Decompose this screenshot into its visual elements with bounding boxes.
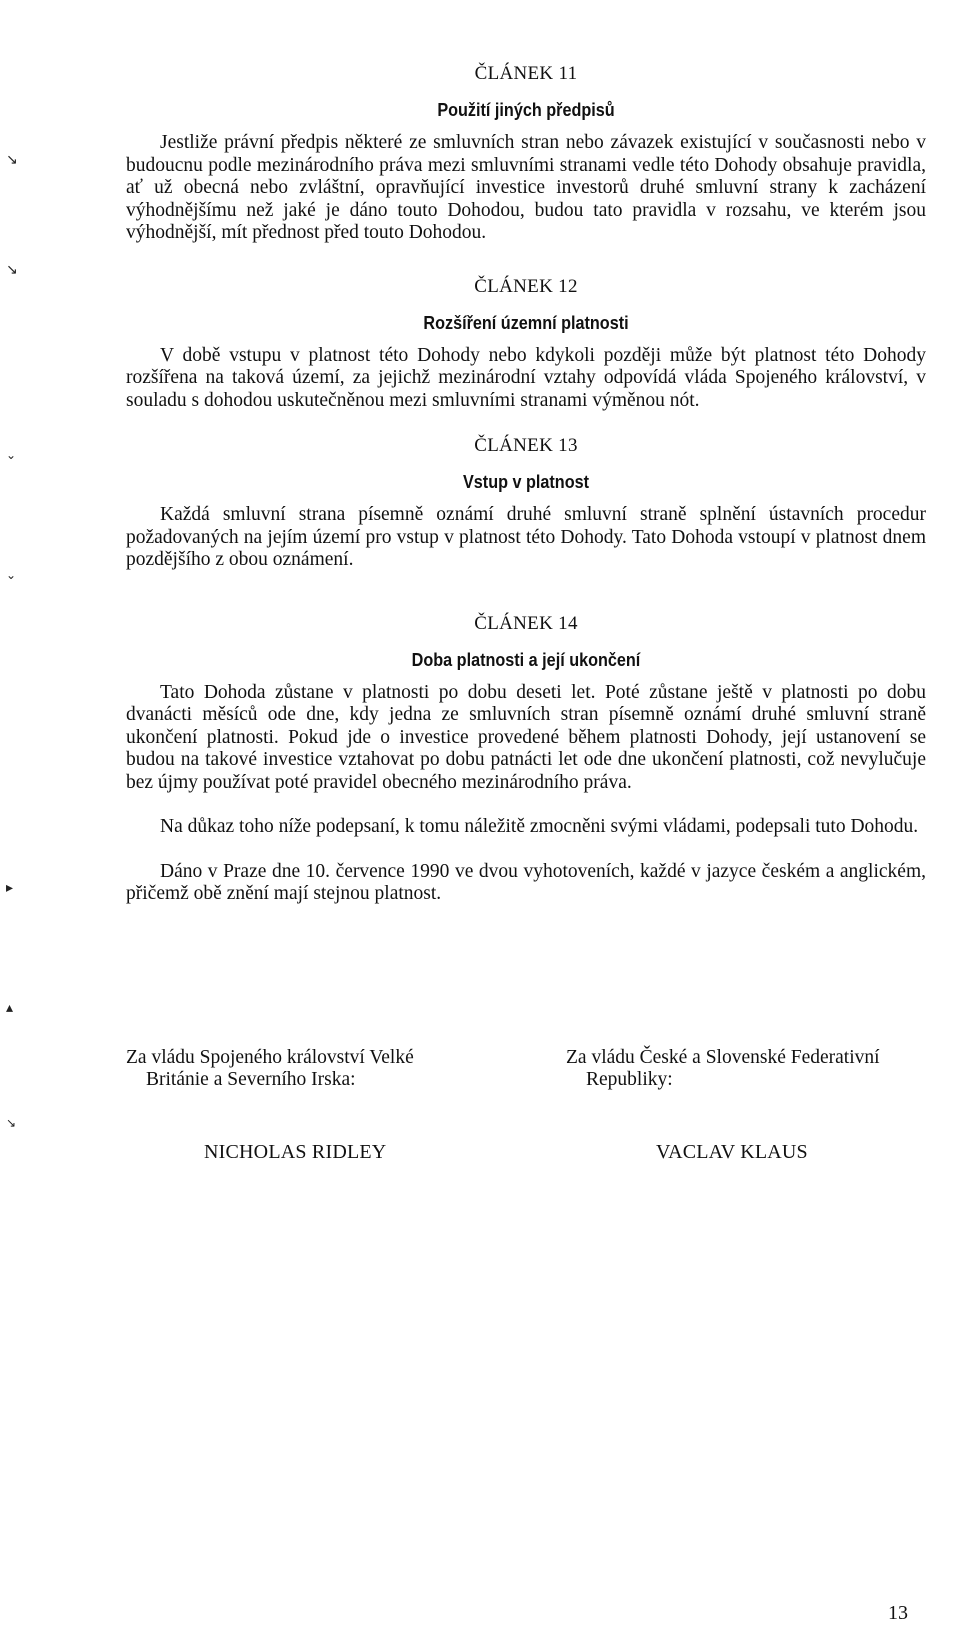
signatory-left-name: NICHOLAS RIDLEY (204, 1141, 387, 1163)
signatory-right-name: VACLAV KLAUS (656, 1141, 808, 1163)
article-label: ČLÁNEK 14 (474, 612, 578, 634)
article-title: Rozšíření územní platnosti (423, 312, 629, 333)
scan-speck-icon: ⌄ (6, 568, 17, 582)
article-label: ČLÁNEK 12 (474, 275, 578, 297)
article-title: Doba platnosti a její ukončení (411, 649, 641, 670)
article-paragraph: Každá smluvní strana písemně oznámí druhé smluvní straně splnění ústavních procedur požadovaných na jejím území pro vstup v platnost této Dohody. Tato Dohoda vstoupí v platnost dnem pozdějšího z obou oznámení. (126, 504, 926, 570)
article-title: Použití jiných předpisů (437, 100, 615, 120)
article-13 (126, 434, 926, 572)
scan-speck-icon: ▴ (6, 1000, 14, 1016)
signatory-left (126, 1047, 486, 1091)
article-label: ČLÁNEK 13 (474, 435, 578, 456)
scan-speck-icon: ⌄ (6, 448, 17, 462)
document-body (126, 62, 926, 906)
scan-speck-icon: ↘ (6, 262, 18, 278)
signatory-left-line2: Británie a Severního Irska: (146, 1069, 356, 1090)
article-11 (126, 62, 926, 245)
article-paragraph: Tato Dohoda zůstane v platnosti po dobu deseti let. Poté zůstane ještě v platnosti po dobu dvanácti měsíců ode dne, kdy jedna ze smluvních stran písemně oznámí druhé smluvní straně ukončení platnosti. Pokud jde o investice provedené během platnosti Dohody, její ustanovení se budou na takové investice vztahovat po dobu patnácti let ode dne ukončení platnosti, což nevylučuje bez újmy používat poté pravidel obecného mezinárodního práva. (126, 681, 926, 793)
article-label: ČLÁNEK 11 (474, 63, 578, 84)
scan-speck-icon: ▸ (6, 880, 14, 896)
article-12 (126, 275, 926, 413)
signatory-right (566, 1047, 926, 1091)
witness-paragraph: Na důkaz toho níže podepsaní, k tomu náležitě zmocněni svými vládami, podepsali tuto Dohodu. (160, 816, 919, 837)
article-paragraph: Jestliže právní předpis některé ze smluvních stran nebo závazek existující v současnosti nebo v budoucnu podle mezinárodního práva mezi smluvními stranami vedle této Dohody obsahuje pravidla, ať už obecná nebo zvláštní, opravňující investice investorů druhé smluvní strany k zacházení výhodnějšímu než jaké je dáno touto Dohodou, budou tato pravidla v rozsahu, ve kterém jsou výhodnější, mít přednost před touto Dohodou. (126, 132, 926, 243)
page-number: 13 (888, 1602, 908, 1624)
signatory-right-line2: Republiky: (586, 1069, 673, 1090)
signatory-right-line1: Za vládu České a Slovenské Federativní (566, 1047, 880, 1068)
article-14 (126, 612, 926, 906)
article-paragraph: V době vstupu v platnost této Dohody nebo kdykoli později může být platnost této Dohody rozšířena na taková území, za jejichž mezinárodní vztahy odpovídá vláda Spojeného království, v souladu s dohodou uskutečněnou mezi smluvními stranami výměnou nót. (126, 344, 926, 411)
scan-speck-icon: ↘ (6, 152, 18, 168)
article-title: Vstup v platnost (462, 472, 589, 492)
scan-speck-icon: ↘ (6, 1116, 17, 1130)
done-at-paragraph: Dáno v Praze dne 10. července 1990 ve dvou vyhotoveních, každé v jazyce českém a anglickém, přičemž obě znění mají stejnou platnost. (126, 860, 926, 904)
signatory-left-line1: Za vládu Spojeného království Velké (126, 1047, 414, 1068)
